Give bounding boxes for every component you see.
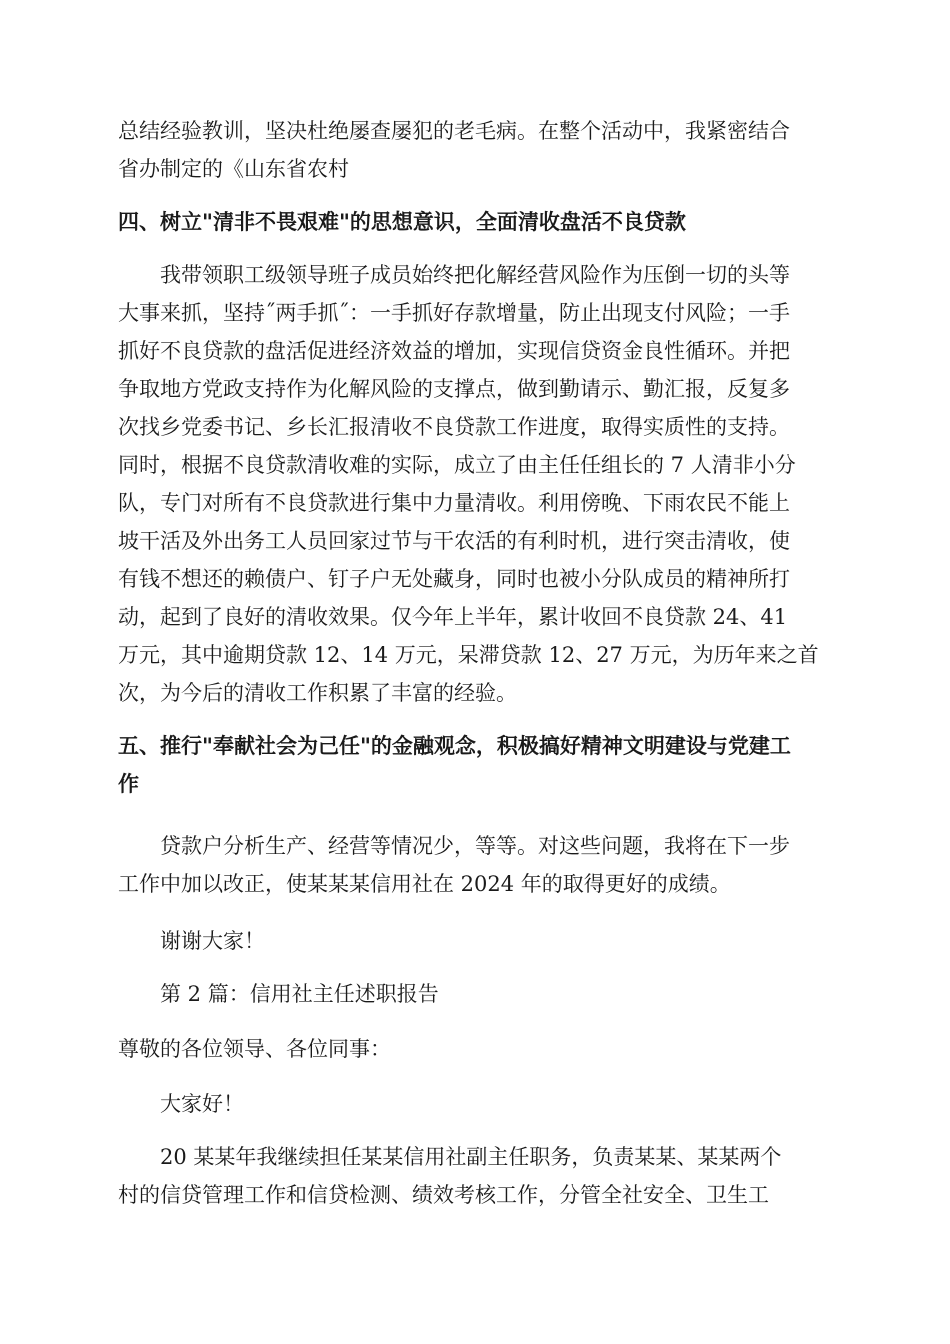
paragraph-line: 抓好不良贷款的盘活促进经济效益的增加，实现信贷资金良性循环。并把 [118,339,790,363]
paragraph-line: 20 某某年我继续担任某某信用社副主任职务，负责某某、某某两个 [160,1145,782,1169]
section-5-heading-continued: 作 [118,772,139,796]
thanks-line: 谢谢大家！ [160,929,265,953]
paragraph-line: 贷款户分析生产、经营等情况少，等等。对这些问题，我将在下一步 [160,834,790,858]
paragraph-line: 万元，其中逾期贷款 12、14 万元，呆滞贷款 12、27 万元，为历年来之首 [118,643,819,667]
paragraph-line: 工作中加以改正，使某某某信用社在 2024 年的取得更好的成绩。 [118,872,731,896]
paragraph-line: 争取地方党政支持作为化解风险的支撑点，做到勤请示、勤汇报，反复多 [118,377,790,401]
paragraph-line: 次找乡党委书记、乡长汇报清收不良贷款工作进度，取得实质性的支持。 [118,415,790,439]
greeting: 大家好！ [160,1092,244,1116]
intro-line: 省办制定的《山东省农村 [118,157,349,181]
paragraph-line: 动，起到了良好的清收效果。仅今年上半年，累计收回不良贷款 24、41 [118,605,788,629]
paragraph-line: 坡干活及外出务工人员回家过节与干农活的有利时机，进行突击清收，使 [118,529,790,553]
paragraph-line: 我带领职工级领导班子成员始终把化解经营风险作为压倒一切的头等 [160,263,790,287]
paragraph-line: 次，为今后的清收工作积累了丰富的经验。 [118,681,517,705]
paragraph-line: 同时，根据不良贷款清收难的实际，成立了由主任任组长的 7 人清非小分 [118,453,796,477]
intro-line: 总结经验教训，坚决杜绝屡查屡犯的老毛病。在整个活动中，我紧密结合 [118,119,790,143]
paragraph-line: 大事来抓，坚持˝两手抓˝：一手抓好存款增量，防止出现支付风险；一手 [118,301,790,325]
paragraph-line: 村的信贷管理工作和信贷检测、绩效考核工作，分管全社安全、卫生工 [118,1183,769,1207]
paragraph-line: 队，专门对所有不良贷款进行集中力量清收。利用傍晚、下雨农民不能上 [118,491,790,515]
paragraph-line: 有钱不想还的赖债户、钉子户无处藏身，同时也被小分队成员的精神所打 [118,567,790,591]
salutation: 尊敬的各位领导、各位同事： [118,1037,391,1061]
section-4-heading: 四、树立"清非不畏艰难"的思想意识，全面清收盘活不良贷款 [118,210,686,234]
part-2-title: 第 2 篇：信用社主任述职报告 [160,982,439,1006]
section-5-heading: 五、推行"奉献社会为己任"的金融观念，积极搞好精神文明建设与党建工 [118,734,791,758]
